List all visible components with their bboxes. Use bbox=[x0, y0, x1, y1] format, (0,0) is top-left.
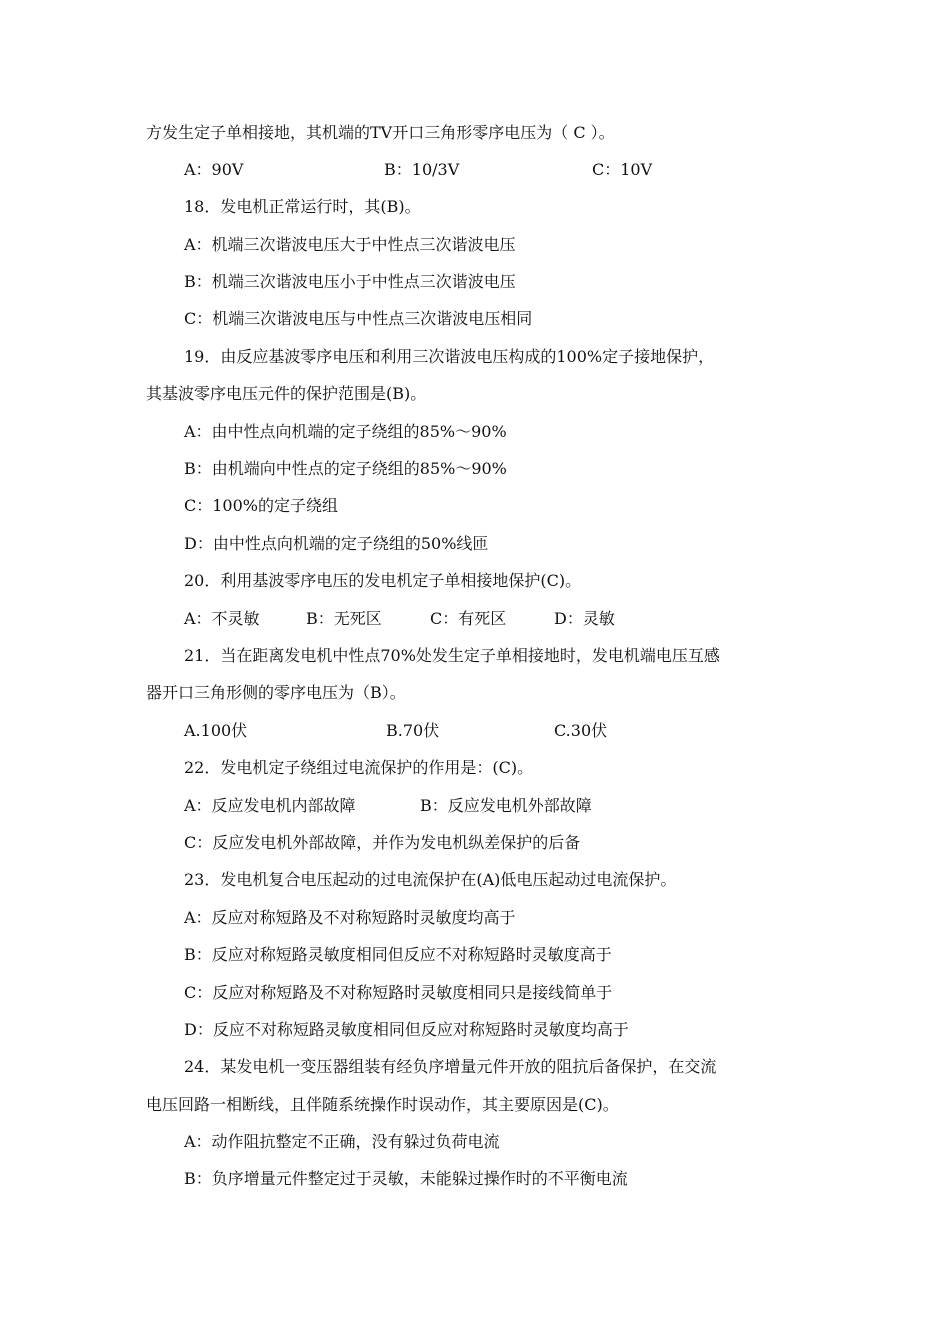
option-b: B：机端三次谐波电压小于中性点三次谐波电压 bbox=[184, 272, 516, 291]
option-c: C：10V bbox=[592, 160, 653, 179]
option-c: C.30伏 bbox=[554, 721, 608, 740]
text-line-content: 方发生定子单相接地，其机端的TV开口三角形零序电压为（ C ）。 bbox=[146, 123, 615, 142]
option-a: A：反应发电机内部故障 bbox=[184, 796, 356, 815]
option-b: B：反应发电机外部故障 bbox=[420, 796, 592, 815]
option-c: C：有死区 bbox=[430, 609, 507, 628]
question-23: 23．发电机复合电压起动的过电流保护在(A)低电压起动过电流保护。 bbox=[184, 870, 677, 889]
option-a: A：机端三次谐波电压大于中性点三次谐波电压 bbox=[184, 235, 516, 254]
question-21-continuation: 器开口三角形侧的零序电压为（B）。 bbox=[146, 683, 406, 702]
option-c: C：机端三次谐波电压与中性点三次谐波电压相同 bbox=[184, 309, 533, 328]
question-24-continuation: 电压回路一相断线，且伴随系统操作时误动作，其主要原因是(C)。 bbox=[146, 1095, 619, 1114]
option-a: A：动作阻抗整定不正确，没有躲过负荷电流 bbox=[184, 1132, 500, 1151]
question-21: 21．当在距离发电机中性点70%处发生定子单相接地时，发电机端电压互感 bbox=[184, 646, 720, 665]
question-19-continuation: 其基波零序电压元件的保护范围是(B)。 bbox=[146, 384, 427, 403]
question-24: 24．某发电机一变压器组装有经负序增量元件开放的阻抗后备保护，在交流 bbox=[184, 1057, 717, 1076]
question-19: 19．由反应基波零序电压和利用三次谐波电压构成的100%定子接地保护， bbox=[184, 347, 715, 366]
option-a: A：由中性点向机端的定子绕组的85%～90% bbox=[184, 422, 507, 441]
question-20: 20．利用基波零序电压的发电机定子单相接地保护(C)。 bbox=[184, 571, 582, 590]
option-b: B：无死区 bbox=[306, 609, 382, 628]
option-a: A.100伏 bbox=[184, 721, 248, 740]
option-a: A：反应对称短路及不对称短路时灵敏度均高于 bbox=[184, 908, 516, 927]
option-a: A：90V bbox=[184, 160, 244, 179]
option-b: B：由机端向中性点的定子绕组的85%～90% bbox=[184, 459, 507, 478]
option-b: B：负序增量元件整定过于灵敏，未能躲过操作时的不平衡电流 bbox=[184, 1169, 628, 1188]
question-18: 18．发电机正常运行时，其(B)。 bbox=[184, 197, 421, 216]
option-c: C：100%的定子绕组 bbox=[184, 496, 338, 515]
option-b: B：反应对称短路灵敏度相同但反应不对称短路时灵敏度高于 bbox=[184, 945, 612, 964]
option-d: D：由中性点向机端的定子绕组的50%线匝 bbox=[184, 534, 489, 553]
option-b: B：10/3V bbox=[384, 160, 460, 179]
option-d: D：反应不对称短路灵敏度相同但反应对称短路时灵敏度均高于 bbox=[184, 1020, 629, 1039]
option-d: D：灵敏 bbox=[554, 609, 615, 628]
option-c: C：反应发电机外部故障，并作为发电机纵差保护的后备 bbox=[184, 833, 581, 852]
option-c: C：反应对称短路及不对称短路时灵敏度相同只是接线简单于 bbox=[184, 983, 613, 1002]
option-b: B.70伏 bbox=[386, 721, 440, 740]
option-a: A：不灵敏 bbox=[184, 609, 260, 628]
question-22: 22．发电机定子绕组过电流保护的作用是：(C)。 bbox=[184, 758, 534, 777]
